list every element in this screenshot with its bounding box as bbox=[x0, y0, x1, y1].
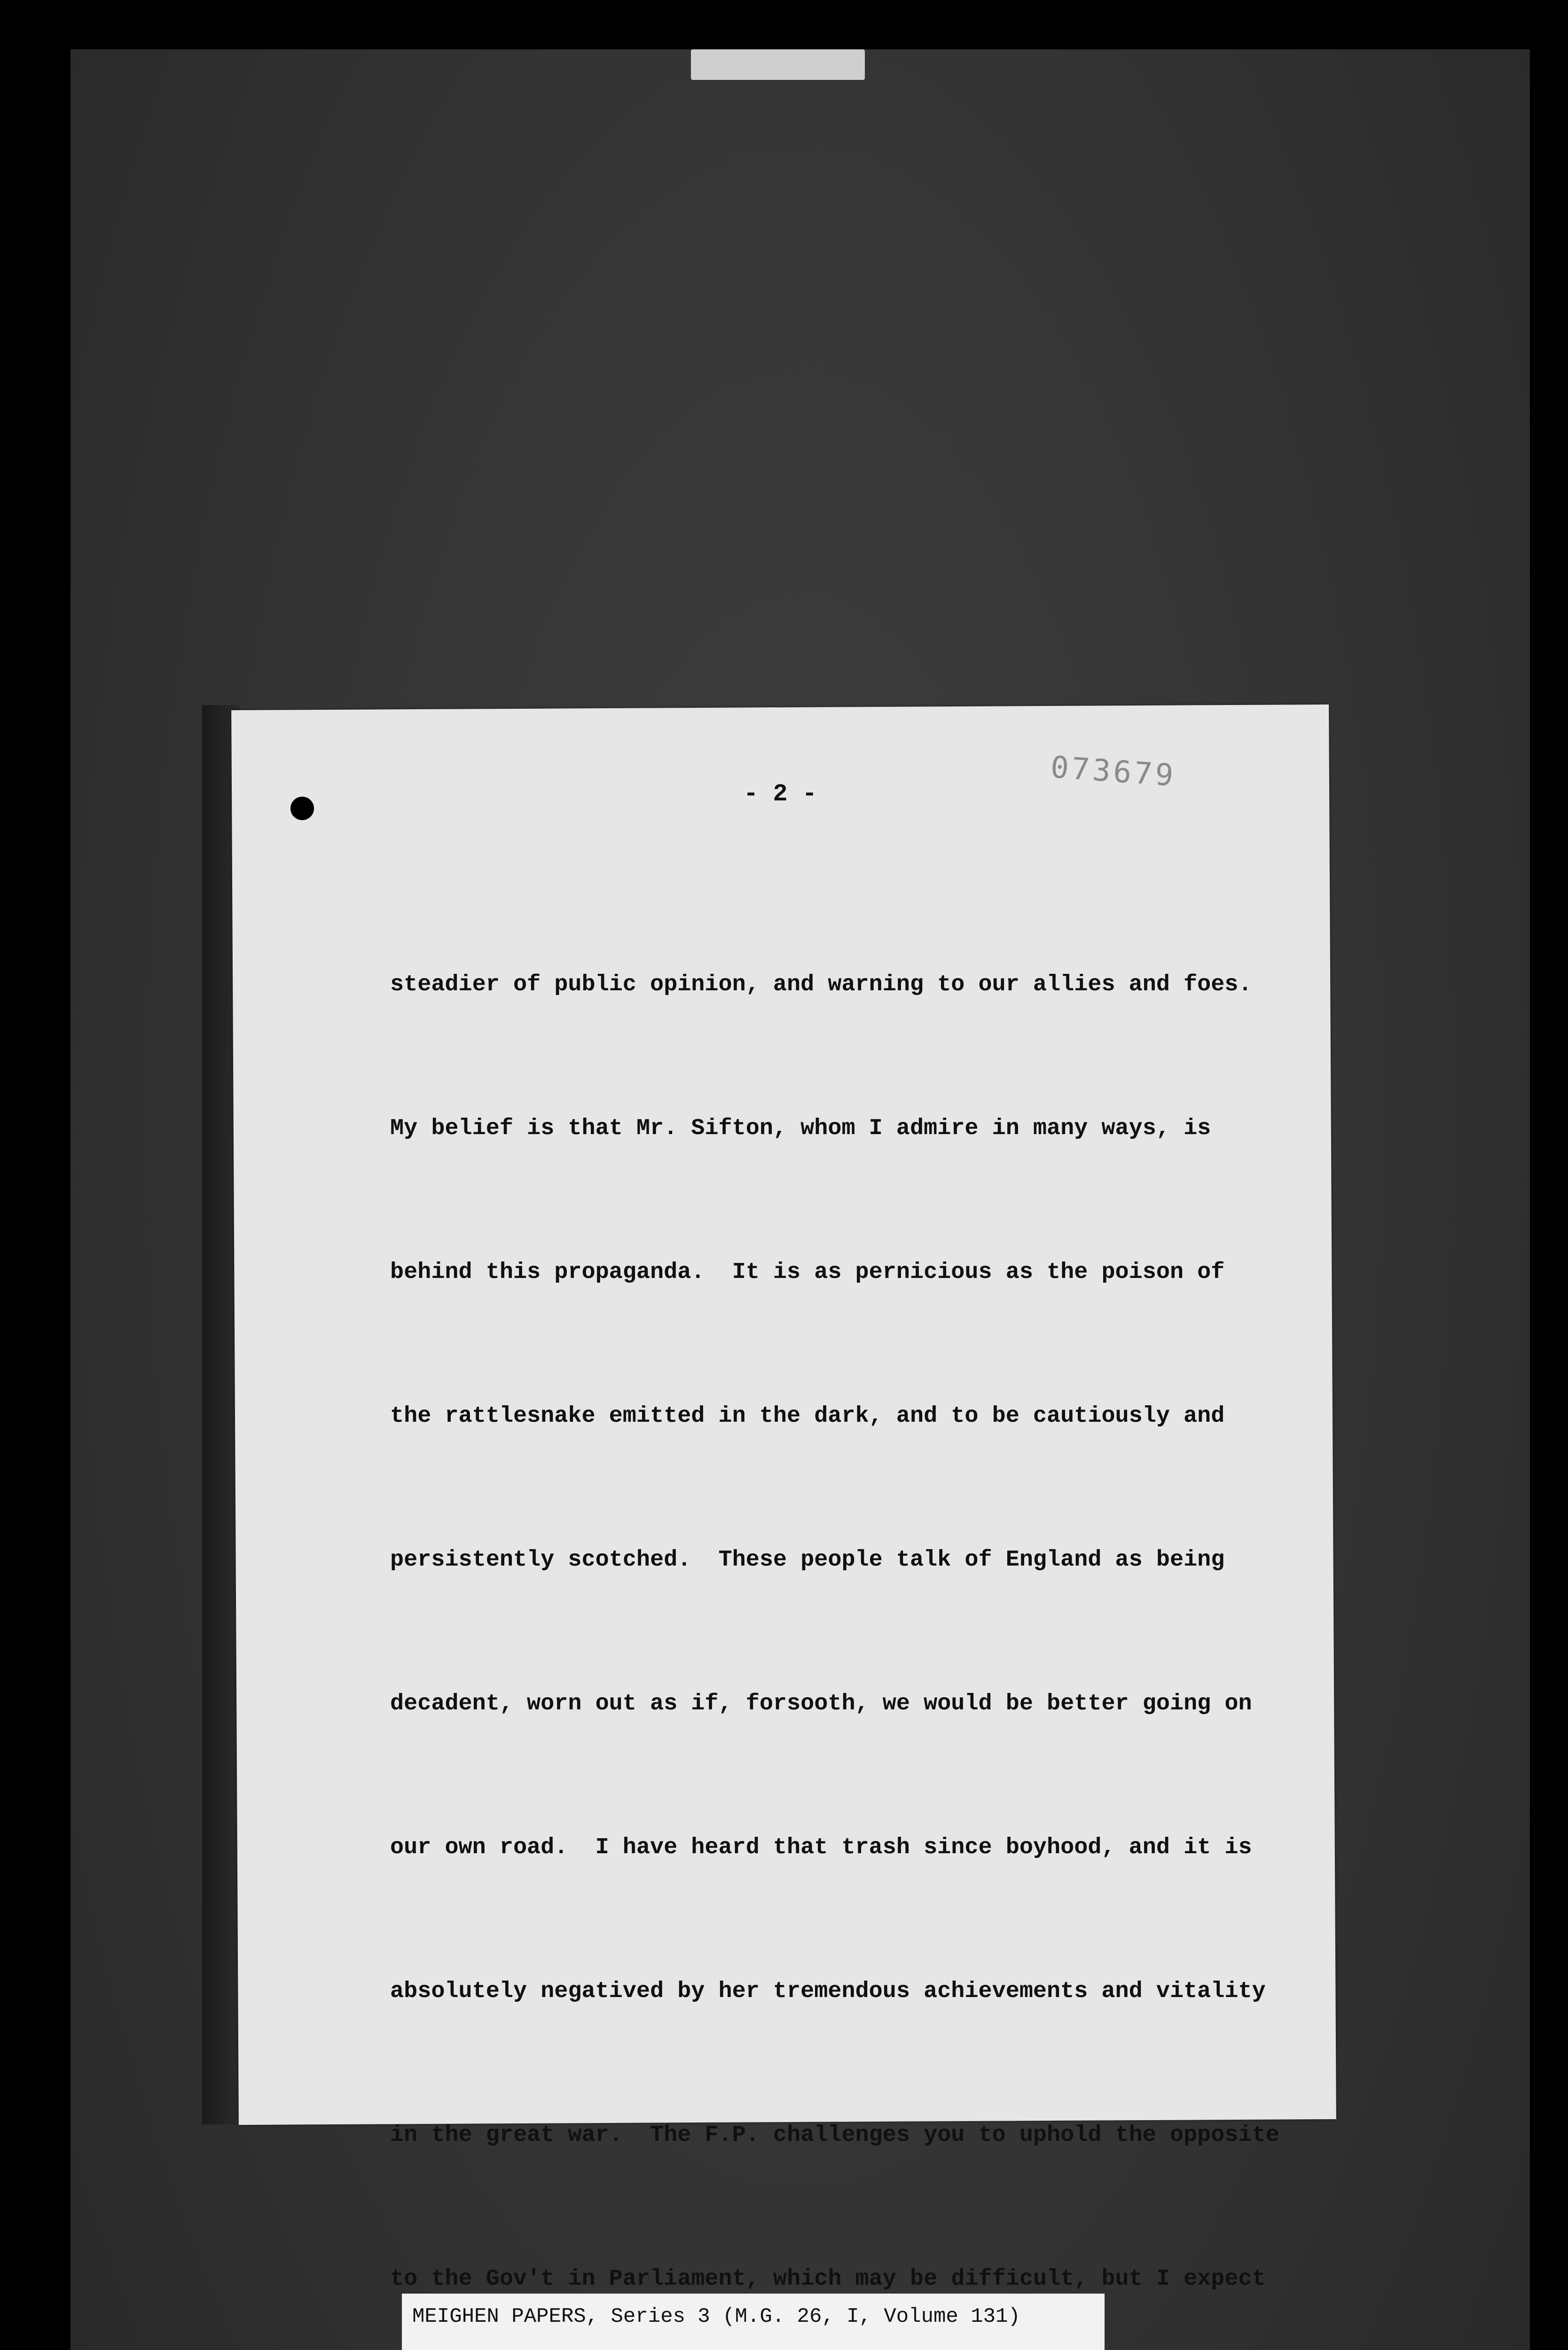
text-line: to the Gov't in Parliament, which may be difficult, but I expect bbox=[390, 2266, 1266, 2292]
text-line: in the great war. The F.P. challenges you to uphold the opposite bbox=[390, 2122, 1279, 2148]
text-line: decadent, worn out as if, forsooth, we would be better going on bbox=[390, 1691, 1252, 1716]
text-line: absolutely negatived by her tremendous achievements and vitality bbox=[390, 1978, 1266, 2004]
text-line: the rattlesnake emitted in the dark, and to be cautiously and bbox=[390, 1403, 1225, 1429]
text-line: our own road. I have heard that trash since boyhood, and it is bbox=[390, 1834, 1252, 1860]
series-label: MEIGHEN PAPERS, Series 3 (M.G. 26, I, Volume 131) bbox=[402, 2294, 1105, 2350]
text-line: steadier of public opinion, and warning to our allies and foes. bbox=[390, 971, 1252, 997]
text-line: behind this propaganda. It is as pernicious as the poison of bbox=[390, 1259, 1225, 1285]
archive-stamp-number: 073679 bbox=[1049, 750, 1177, 794]
text-line: My belief is that Mr. Sifton, whom I admire in many ways, is bbox=[390, 1115, 1211, 1141]
top-tab bbox=[691, 49, 865, 80]
letter-body bbox=[390, 865, 1325, 2350]
page-number: - 2 - bbox=[743, 780, 817, 808]
punch-hole bbox=[290, 797, 314, 820]
text-line: persistently scotched. These people talk of England as being bbox=[390, 1547, 1225, 1573]
